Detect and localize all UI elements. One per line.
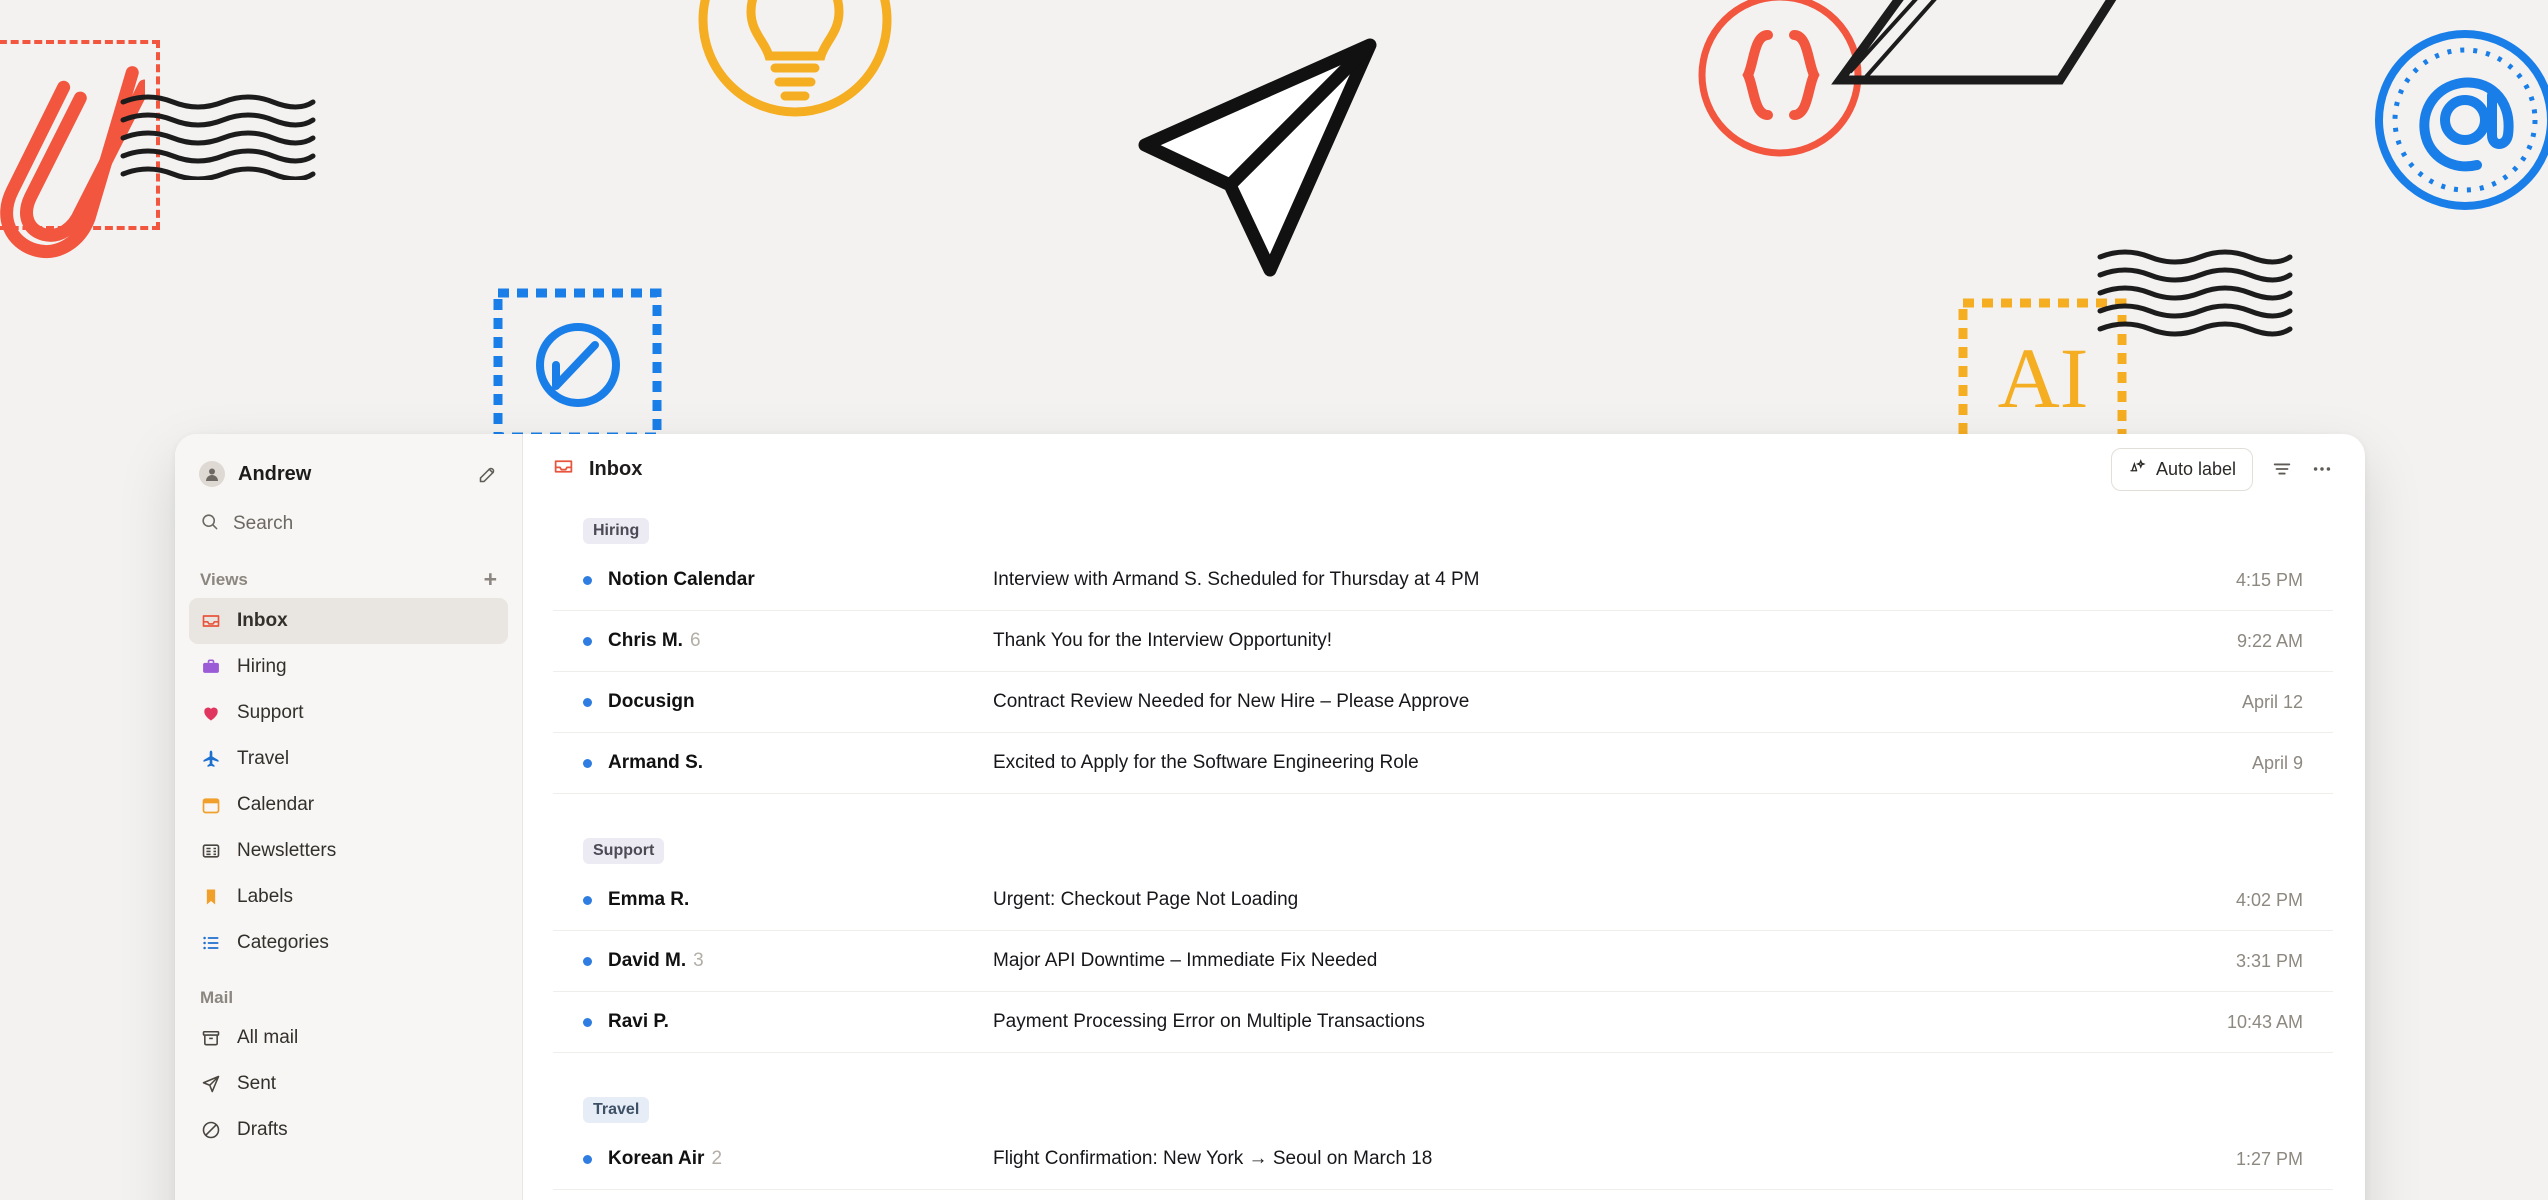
sidebar-item-label: Labels xyxy=(237,886,293,907)
account-name: Andrew xyxy=(238,462,312,485)
unread-dot-icon xyxy=(583,957,592,966)
filter-icon[interactable] xyxy=(2271,458,2293,480)
email-subject: Urgent: Checkout Page Not Loading xyxy=(993,889,1299,910)
inbox-icon xyxy=(200,610,222,632)
unread-dot-icon xyxy=(583,698,592,707)
email-subject: Interview with Armand S. Scheduled for Thursday at 4 PM xyxy=(993,569,1480,590)
sender-name: Chris M. xyxy=(608,630,683,651)
email-list xyxy=(523,504,2365,1190)
table-row[interactable] xyxy=(553,992,2333,1053)
email-time: 4:02 PM xyxy=(2235,889,2303,910)
postmark-waves-icon xyxy=(118,90,318,180)
email-subject: Contract Review Needed for New Hire – Please Approve xyxy=(993,691,1470,712)
email-time: 9:22 AM xyxy=(2236,630,2303,651)
sidebar-item-labels[interactable] xyxy=(189,874,508,920)
group-label-support: Support xyxy=(583,838,664,864)
email-sender: Emma R. xyxy=(608,889,690,910)
email-sender xyxy=(608,1148,993,1170)
sidebar-item-label: Sent xyxy=(237,1073,277,1094)
email-sender xyxy=(608,630,993,652)
group-spacer xyxy=(553,794,2333,824)
compose-icon[interactable] xyxy=(477,464,498,485)
unread-dot-icon xyxy=(583,1018,592,1027)
email-time: 10:43 AM xyxy=(2226,1011,2303,1032)
sidebar-item-hiring[interactable] xyxy=(189,644,508,690)
email-time: April 9 xyxy=(2251,752,2303,773)
mail-section-header xyxy=(189,988,508,1008)
add-view-button[interactable]: + xyxy=(483,566,497,592)
unread-dot-icon xyxy=(583,1155,592,1164)
svg-text:AI: AI xyxy=(1997,330,2089,426)
table-row[interactable] xyxy=(553,870,2333,931)
table-row[interactable] xyxy=(553,550,2333,611)
email-time: 3:31 PM xyxy=(2235,950,2303,971)
auto-label-text: Auto label xyxy=(2155,458,2236,479)
header-actions xyxy=(2111,448,2333,491)
scribble-envelope-icon xyxy=(1810,0,2140,110)
archive-icon xyxy=(200,1027,222,1049)
sidebar-header xyxy=(189,450,508,498)
sidebar-item-label: Categories xyxy=(237,932,329,953)
bookmark-icon xyxy=(200,886,222,908)
email-time: 4:15 PM xyxy=(2235,569,2303,590)
sidebar-item-label: Hiring xyxy=(237,656,287,677)
sidebar-item-label: Drafts xyxy=(237,1119,288,1140)
sidebar-item-support[interactable] xyxy=(189,690,508,736)
email-subject: Thank You for the Interview Opportunity! xyxy=(993,630,1333,651)
email-sender: Ravi P. xyxy=(608,1011,669,1032)
table-row[interactable] xyxy=(553,672,2333,733)
calendar-icon xyxy=(200,794,222,816)
list-icon xyxy=(200,932,222,954)
sidebar-item-label: Inbox xyxy=(237,610,288,631)
draft-icon xyxy=(200,1119,222,1141)
sparkle-text-icon xyxy=(2128,458,2146,481)
unread-dot-icon xyxy=(583,637,592,646)
page-title xyxy=(553,456,642,482)
search-input[interactable] xyxy=(189,502,508,546)
account-switcher[interactable] xyxy=(199,461,311,487)
table-row[interactable] xyxy=(553,733,2333,794)
heart-icon xyxy=(200,702,222,724)
more-horizontal-icon[interactable] xyxy=(2311,458,2333,480)
email-time: April 12 xyxy=(2241,691,2303,712)
group-spacer xyxy=(553,1053,2333,1083)
email-sender: Notion Calendar xyxy=(608,569,755,590)
thread-count: 6 xyxy=(689,630,701,651)
sidebar-item-inbox[interactable] xyxy=(189,598,508,644)
sidebar-item-all-mail[interactable] xyxy=(189,1015,508,1061)
page-title-text: Inbox xyxy=(589,457,643,480)
email-sender xyxy=(608,950,993,972)
sender-name: David M. xyxy=(608,950,687,971)
table-row[interactable] xyxy=(553,611,2333,672)
email-sender: Armand S. xyxy=(608,752,704,773)
email-sender: Docusign xyxy=(608,691,695,712)
sidebar-item-sent[interactable] xyxy=(189,1061,508,1107)
at-sign-icon xyxy=(2370,25,2548,215)
sidebar-item-travel[interactable] xyxy=(189,736,508,782)
sidebar-item-label: Newsletters xyxy=(237,840,337,861)
sender-name: Korean Air xyxy=(608,1148,705,1169)
sidebar-item-drafts[interactable] xyxy=(189,1107,508,1153)
email-time: 1:27 PM xyxy=(2235,1148,2303,1169)
stamp-compose-blue-icon xyxy=(490,285,665,445)
group-label-travel: Travel xyxy=(583,1097,649,1123)
avatar xyxy=(199,461,225,487)
send-icon xyxy=(200,1073,222,1095)
sidebar-item-label: Calendar xyxy=(237,794,315,815)
sidebar xyxy=(175,434,523,1200)
sidebar-item-label: Support xyxy=(237,702,304,723)
sidebar-item-label: Travel xyxy=(237,748,290,769)
unread-dot-icon xyxy=(583,759,592,768)
unread-dot-icon xyxy=(583,896,592,905)
main-header xyxy=(523,434,2365,504)
main-panel xyxy=(523,434,2365,1200)
views-section-header xyxy=(189,568,508,591)
thread-count: 2 xyxy=(711,1148,723,1169)
postmark-waves-2-icon xyxy=(2095,245,2295,345)
table-row[interactable] xyxy=(553,931,2333,992)
sidebar-item-categories[interactable] xyxy=(189,920,508,966)
email-subject: Major API Downtime – Immediate Fix Needed xyxy=(993,950,1378,971)
newspaper-icon xyxy=(200,840,222,862)
email-subject: Excited to Apply for the Software Engineering Role xyxy=(993,752,1419,773)
mail-app-window xyxy=(175,434,2365,1200)
email-subject: Flight Confirmation: New York → Seoul on March 18 xyxy=(993,1148,1433,1169)
airplane-icon xyxy=(200,748,222,770)
mail-label: Mail xyxy=(200,988,234,1007)
search-icon xyxy=(200,512,219,537)
sidebar-item-calendar[interactable] xyxy=(189,782,508,828)
email-subject: Payment Processing Error on Multiple Transactions xyxy=(993,1011,1425,1032)
group-label-hiring: Hiring xyxy=(583,518,649,544)
table-row[interactable] xyxy=(553,1129,2333,1190)
lightbulb-icon xyxy=(665,0,925,160)
unread-dot-icon xyxy=(583,576,592,585)
paper-plane-icon xyxy=(1105,25,1425,325)
sidebar-item-newsletters[interactable] xyxy=(189,828,508,874)
search-placeholder: Search xyxy=(233,513,294,534)
thread-count: 3 xyxy=(693,950,704,971)
briefcase-icon xyxy=(200,656,222,678)
views-label: Views xyxy=(200,569,248,589)
sidebar-item-label: All mail xyxy=(237,1027,299,1048)
inbox-icon xyxy=(553,456,574,482)
auto-label-button[interactable] xyxy=(2111,448,2253,491)
